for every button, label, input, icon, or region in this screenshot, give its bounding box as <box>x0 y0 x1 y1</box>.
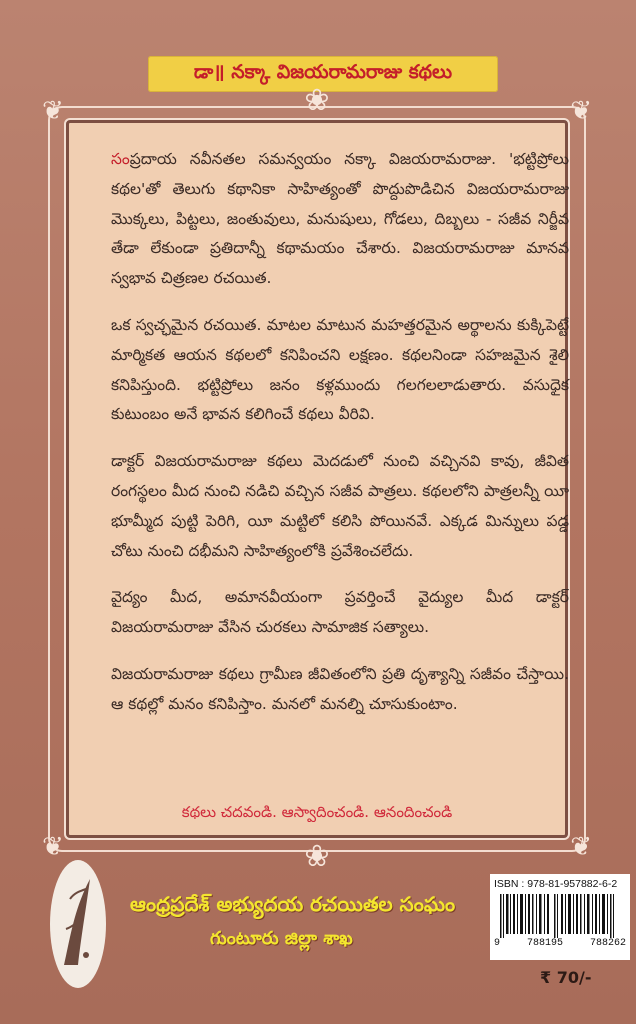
isbn-barcode <box>490 874 630 960</box>
price-label: ₹ 70/- <box>540 968 592 987</box>
blurb-frame <box>42 83 592 874</box>
publisher-branch: గుంటూరు జిల్లా శాఖ <box>210 928 353 949</box>
top-lotus-ornament-icon: ❀ <box>304 83 330 118</box>
blurb-paragraph: ఒక స్వచ్ఛమైన రచయిత. మాటల మాటున మహత్తరమైన అర్థాలను కుక్కిపెట్టే మార్మికత ఆయన కథలలో కనిపించని లక్షణం. కథలనిండా సహజమైన శైలి కనిపిస్తుంది. భట్టిప్రోలు జనం కళ్లముందు గలగలలాడుతారు. వసుధైక కుటుంబం అనే భావన కలిగించే కథలు వీరివి. <box>111 315 569 424</box>
isbn-label: ISBN : 978-81-957882-6-2 <box>494 878 618 890</box>
blurb-text <box>111 145 569 737</box>
blurb-panel <box>66 120 568 838</box>
drop-letter: స <box>111 150 130 168</box>
corner-ornament-icon: ❦ <box>570 96 592 126</box>
publisher-name: ఆంధ్రప్రదేశ్ అభ్యుదయ రచయితల సంఘం <box>130 892 456 916</box>
corner-ornament-icon: ❦ <box>570 832 592 862</box>
publisher-logo-icon <box>50 860 106 988</box>
blurb-paragraph: సంప్రదాయ నవీనతల సమన్వయం నక్కా విజయరామరాజు. 'భట్టిప్రోలు కథల'తో తెలుగు కథానికా సాహిత్యంతో పొద్దుపొడిచిన విజయరామరాజు మొక్కలు, పిట్టలు, జంతువులు, మనుషులు, గోడలు, దిబ్బలు - సజీవ నిర్జీవ తేడా లేకుండా ప్రతిదాన్నీ కథామయం చేశారు. విజయరామరాజు మానవ స్వభావ చిత్రణల రచయిత. <box>111 150 569 288</box>
bottom-lotus-ornament-icon: ❀ <box>304 839 330 874</box>
barcode-digits: 9 788195 788262 <box>494 938 626 949</box>
corner-ornament-icon: ❦ <box>42 96 64 126</box>
corner-ornament-icon: ❦ <box>42 832 64 862</box>
blurb-paragraph: డాక్టర్ విజయరామరాజు కథలు మెదడులో నుంచి వచ్చినవి కావు, జీవిత రంగస్థలం మీద నుంచి నడిచి వచ్చిన సజీవ పాత్రలు. కథలలోని పాత్రలన్నీ యీ భూమ్మీద పుట్టి పెరిగి, యీ మట్టిలో కలిసి పోయినవే. ఎక్కడ మిన్నులు పడ్డ చోటు నుంచి దభీమని సాహిత్యంలోకి ప్రవేశించలేదు. <box>111 452 569 560</box>
barcode-icon <box>494 894 626 938</box>
tagline: కథలు చదవండి. ఆస్వాదించండి. ఆనందించండి <box>181 803 453 821</box>
publisher-block <box>50 860 468 990</box>
book-title: డా॥ నక్కా విజయరామరాజు కథలు <box>193 60 453 83</box>
blurb-paragraph: వైద్యం మీద, అమానవీయంగా ప్రవర్తించే వైద్యుల మీద డాక్టర్ విజయరామరాజు వేసిన చురకలు సామాజిక సత్యాలు. <box>111 588 569 637</box>
blurb-paragraph: విజయరామరాజు కథలు గ్రామీణ జీవితంలోని ప్రతి దృశ్యాన్ని సజీవం చేస్తాయి. ఆ కథల్లో మనం కనిపిస్తాం. మనలో మనల్ని చూసుకుంటాం. <box>111 664 569 713</box>
